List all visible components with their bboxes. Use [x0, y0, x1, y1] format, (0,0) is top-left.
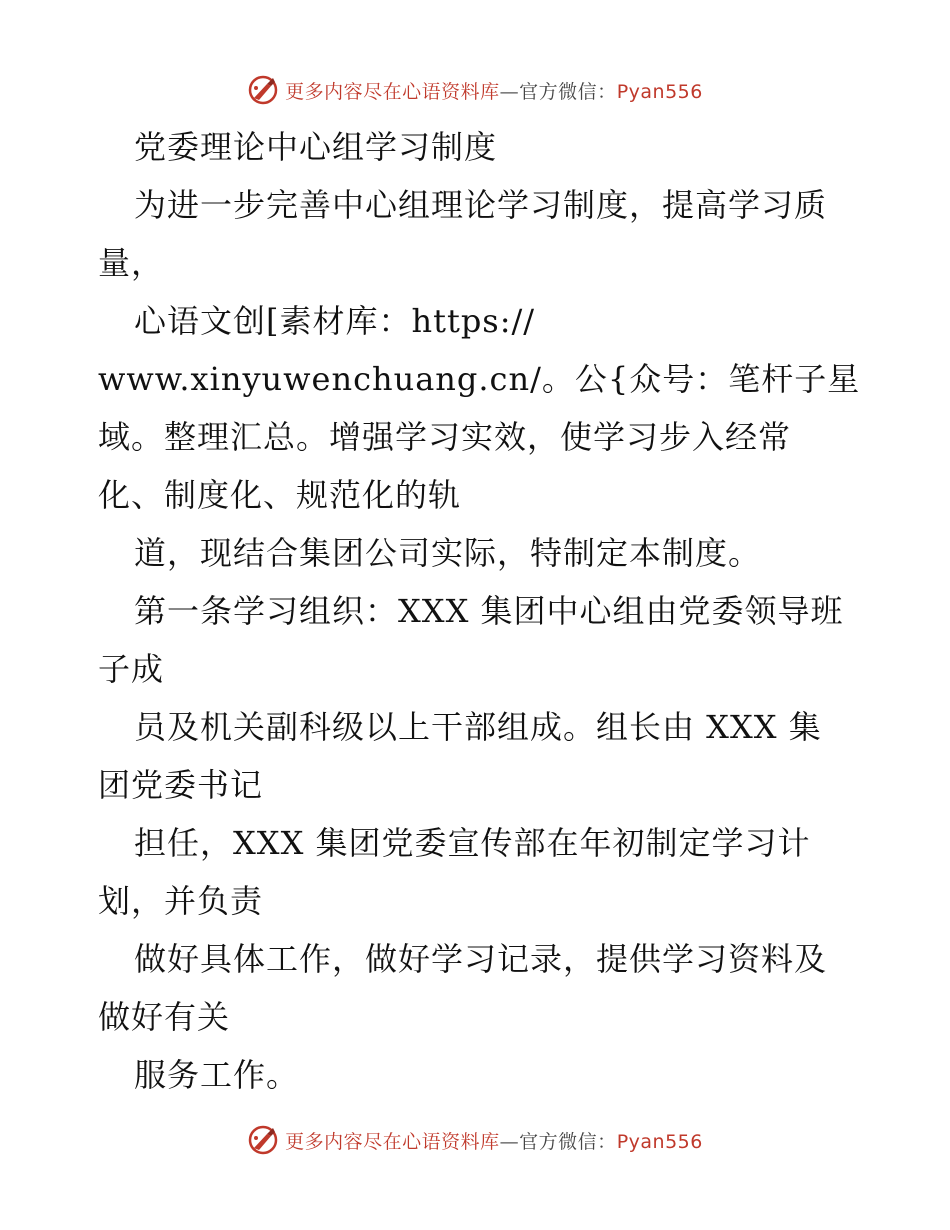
document-line: www.xinyuwenchuang.cn/。公{众号：笔杆子星: [98, 360, 861, 398]
document-line: 担任，XXX 集团党委宣传部在年初制定学习计: [134, 824, 811, 862]
document-line: 为进一步完善中心组理论学习制度，提高学习质: [134, 186, 828, 224]
pen-logo-icon: [247, 74, 279, 106]
document-line: 子成: [98, 650, 165, 688]
document-line: 划，并负责: [98, 882, 264, 920]
document-line: 心语文创[素材库：https://: [134, 302, 536, 340]
document-line: 做好有关: [98, 998, 231, 1036]
document-line: 服务工作。: [134, 1056, 300, 1094]
header-separator: —: [499, 80, 520, 103]
footer-separator: —: [499, 1130, 520, 1153]
pen-logo-icon: [247, 1124, 279, 1156]
header-banner-text: [285, 77, 703, 104]
document-body: [98, 118, 861, 1104]
footer-wechat-handle: Pyan556: [616, 1130, 703, 1153]
footer-banner-text: [285, 1127, 703, 1154]
document-line: 化、制度化、规范化的轨: [98, 476, 462, 514]
document-line: 量，: [98, 244, 165, 282]
header-banner: [0, 70, 950, 110]
footer-brand-text: 更多内容尽在心语资料库: [285, 1130, 500, 1153]
header-wechat-label: 官方微信：: [519, 80, 617, 103]
document-line: 团党委书记: [98, 766, 264, 804]
footer-wechat-label: 官方微信：: [519, 1130, 617, 1153]
document-title: 党委理论中心组学习制度: [134, 128, 498, 166]
document-line: 道，现结合集团公司实际，特制定本制度。: [134, 534, 762, 572]
document-line: 做好具体工作，做好学习记录，提供学习资料及: [134, 940, 828, 978]
footer-banner: [0, 1120, 950, 1160]
document-line: 域。整理汇总。增强学习实效，使学习步入经常: [98, 418, 792, 456]
header-wechat-handle: Pyan556: [616, 80, 703, 103]
header-brand-text: 更多内容尽在心语资料库: [285, 80, 500, 103]
document-line: 员及机关副科级以上干部组成。组长由 XXX 集: [134, 708, 822, 746]
document-line: 第一条学习组织：XXX 集团中心组由党委领导班: [134, 592, 844, 630]
